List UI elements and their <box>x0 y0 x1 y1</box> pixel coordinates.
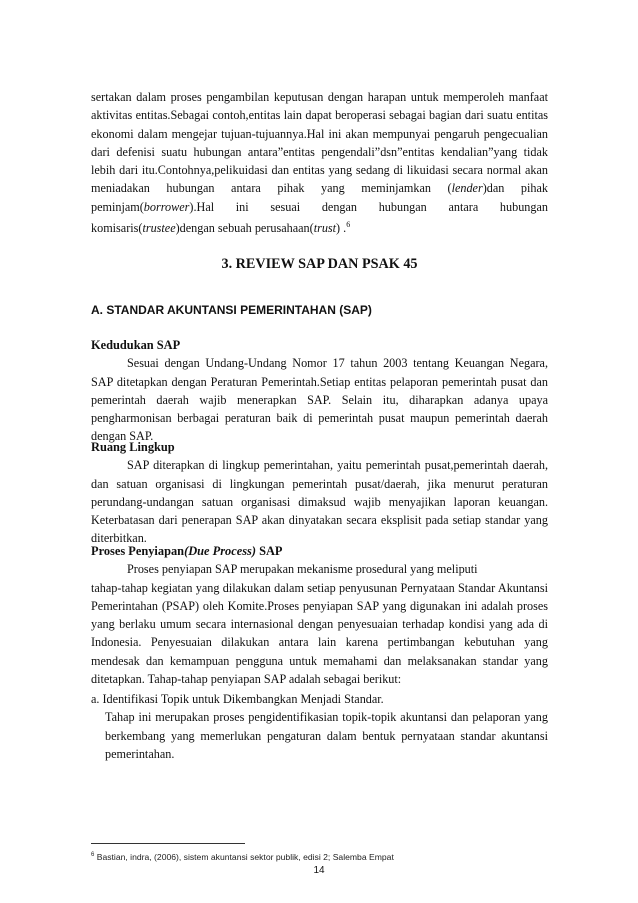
page-number: 14 <box>313 865 325 876</box>
part-a-heading-block <box>91 303 548 317</box>
item-a-heading: a. Identifikasi Topik untuk Dikembangkan Menjadi Standar. <box>91 692 384 706</box>
ruang-lingkup-section <box>91 438 548 548</box>
section-title: 3. REVIEW SAP DAN PSAK 45 <box>221 256 418 272</box>
proses-text: tahap-tahap kegiatan yang dilakukan dalam setiap penyusunan Pernyataan Standar Akuntansi Pemerintahan (PSAP) oleh Komite.Proses penyiapan SAP yang digunakan ini adalah proses yang berlaku umum secara internasional dengan penyesuaian terhadap kondisi yang ada di Indonesia. Penyesuaian dilakukan antara lain karena pertimbangan kebutuhan yang mendesak dan kemampuan pengguna untuk memahami dan melaksanakan standar yang ditetapkan. Tahap-tahap penyiapan SAP adalah sebagai berikut: <box>91 580 548 687</box>
proses-heading: Proses Penyiapan(Due Process) SAP <box>91 544 283 558</box>
term-trust: trust <box>313 221 337 236</box>
item-a-section <box>91 690 548 763</box>
proses-section <box>91 542 548 688</box>
item-a-text: Tahap ini merupakan proses pengidentifikasian topik-topik akuntansi dan pelaporan yang berkembang yang memerlukan pengaturan dalam bentuk pernyataan standar akuntansi pemerintahan. <box>105 710 548 761</box>
intro-paragraph: sertakan dalam proses pengambilan keputusan dengan harapan untuk memperoleh manfaat aktivitas entitas.Sebagai contoh,entitas lain dapat beroperasi sebagai bagian dari suatu entitas ekonomi dalam mengejar tujuan-tujuannya.Hal ini akan mempunyai pengaruh pengecualian dari defenisi suatu hubungan antara”entitas pengendali”dsn”entitas kendalian”yang tidak lebih dari itu.Contohnya,pelikuidasi dan entitas yang sedang di likuidasi secara normal akan meniadakan hubungan antara pihak yang meminjamkan (lender)dan pihak peminjam(borrower).Hal ini sesuai dengan hubungan antara hubungan komisaris(trustee)dengan sebuah perusahaan(trust) .$^6$ <box>91 90 549 236</box>
footnote-divider <box>91 843 245 844</box>
term-trustee: trustee <box>142 221 176 236</box>
ruang-lingkup-heading: Ruang Lingkup <box>91 440 175 454</box>
proses-first-line: Proses penyiapan SAP merupakan mekanisme prosedural yang meliputi <box>127 562 478 577</box>
part-a-title: A. STANDAR AKUNTANSI PEMERINTAHAN (SAP) <box>91 303 372 317</box>
term-borrower: borrower <box>143 199 190 214</box>
footnote-reference[interactable]: 6 <box>346 220 351 230</box>
term-lender: lender <box>451 181 483 196</box>
intro-text: sertakan dalam proses pengambilan keputusan dengan harapan untuk memperoleh manfaat aktivitas entitas.Sebagai contoh,entitas lain dapat beroperasi sebagai bagian dari suatu entitas ekonomi dalam mengejar tujuan-tujuannya.Hal ini akan mempunyai pengaruh pengecualian dari defenisi suatu hubungan antara”entitas pengendali”dsn”entitas kendalian”yang tidak lebih dari itu.Contohnya,pelikuidasi dan entitas yang sedang di likuidasi secara normal akan meniadakan hubungan antara pihak yang meminjamkan ( <box>91 90 548 196</box>
kedudukan-heading: Kedudukan SAP <box>91 338 181 352</box>
kedudukan-section <box>91 336 548 446</box>
footnote-text: Bastian, indra, (2006), sistem akuntansi sektor publik, edisi 2; Salemba Empat <box>94 852 394 862</box>
ruang-lingkup-text: SAP diterapkan di lingkup pemerintahan, yaitu pemerintah pusat,pemerintah daerah, dan satuan organisasi di lingkungan pemerintah pusat/daerah, jika menurut peraturan perundang-undangan satuan organisasi dimaksud wajib menyajikan laporan keuangan. Keterbatasan dari penerapan SAP akan dinyatakan secara eksplisit pada setiap standar yang diterbitkan. <box>91 458 548 546</box>
footnote-marker: 6 <box>91 852 95 859</box>
footnote <box>91 852 394 862</box>
kedudukan-text: Sesuai dengan Undang-Undang Nomor 17 tahun 2003 tentang Keuangan Negara, SAP ditetapkan dengan Peraturan Pemerintah.Setiap entitas pelaporan pemerintah pusat dan pemerintah daerah wajib menerapkan SAP. Selain itu, diharapkan adanya upaya pengharmonisan berbagai peraturan baik di pemerintah pusat maupun pemerintah daerah dengan SAP. <box>91 356 548 444</box>
